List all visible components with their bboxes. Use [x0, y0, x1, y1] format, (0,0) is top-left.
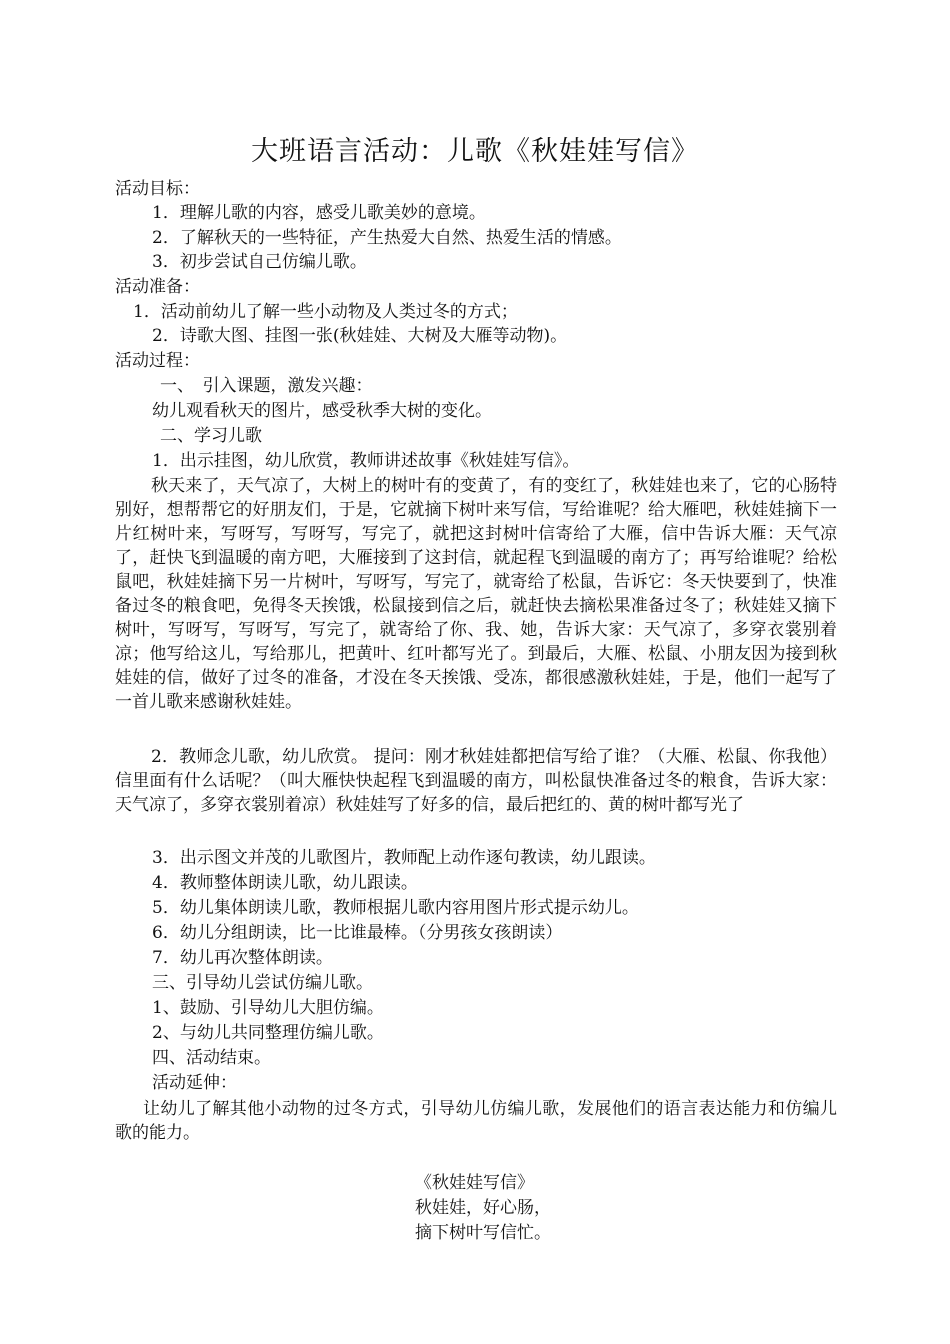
goals-heading: 活动目标： [115, 179, 200, 199]
step2-item: 7．幼儿再次整体朗读。 [152, 948, 333, 968]
step2-item: 5．幼儿集体朗读儿歌，教师根据儿歌内容用图片形式提示幼儿。 [152, 898, 639, 918]
step2-item: 3．出示图文并茂的儿歌图片，教师配上动作逐句教读，幼儿跟读。 [152, 848, 656, 868]
poem-title: 《秋娃娃写信》 [415, 1173, 534, 1193]
story-paragraph: 秋天来了，天气凉了，大树上的树叶有的变黄了，有的变红了，秋娃娃也来了，它的心肠特别好，想帮帮它的好朋友们，于是，它就摘下树叶来写信，写给谁呢？给大雁吧，秋娃娃摘下一片红树叶来，写呀写，写呀写，写完了，就把这封树叶信寄给了大雁，信中告诉大雁：天气凉了，赶快飞到温暖的南方吧，大雁接到了这封信，就起程飞到温暖的南方了；再写给谁呢？给松鼠吧，秋娃娃摘下另一片树叶，写呀写，写完了，就寄给了松鼠，告诉它：冬天快要到了，快准备过冬的粮食吧，免得冬天挨饿，松鼠接到信之后，就赶快去摘松果准备过冬了；秋娃娃又摘下树叶，写呀写，写呀写，写完了，就寄给了你、我、她，告诉大家：天气凉了，多穿衣裳别着凉；他写给这儿，写给那儿，把黄叶、红叶都写光了。到最后，大雁、松鼠、小朋友因为接到秋娃娃的信，做好了过冬的准备，才没在冬天挨饿、受冻，都很感激秋娃娃，于是，他们一起写了一首儿歌来感谢秋娃娃。 [115, 476, 837, 712]
step1-text: 幼儿观看秋天的图片，感受秋季大树的变化。 [152, 401, 492, 421]
poem-line: 摘下树叶写信忙。 [415, 1223, 551, 1243]
document-title: 大班语言活动：儿歌《秋娃娃写信》 [251, 136, 699, 167]
step4-title: 四、活动结束。 [152, 1048, 271, 1068]
extension-paragraph: 让幼儿了解其他小动物的过冬方式，引导幼儿仿编儿歌，发展他们的语言表达能力和仿编儿歌的能力。 [115, 1099, 837, 1143]
step3-item: 2、与幼儿共同整理仿编儿歌。 [152, 1023, 384, 1043]
prep-item: 2．诗歌大图、挂图一张(秋娃娃、大树及大雁等动物)。 [152, 326, 568, 346]
step2-item: 6．幼儿分组朗读，比一比谁最棒。（分男孩女孩朗读） [152, 923, 563, 943]
process-heading: 活动过程： [115, 351, 200, 371]
step2-item: 4．教师整体朗读儿歌，幼儿跟读。 [152, 873, 418, 893]
step3-title: 三、引导幼儿尝试仿编儿歌。 [152, 973, 373, 993]
extension-heading: 活动延伸： [152, 1073, 237, 1093]
goal-item: 1．理解儿歌的内容，感受儿歌美妙的意境。 [152, 203, 486, 223]
prep-item: 1．活动前幼儿了解一些小动物及人类过冬的方式； [133, 302, 518, 322]
goal-item: 3．初步尝试自己仿编儿歌。 [152, 252, 367, 272]
step2-item-2-paragraph: 2．教师念儿歌，幼儿欣赏。 提问：刚才秋娃娃都把信写给了谁？（大雁、松鼠、你我他）信里面有什么话呢？（叫大雁快快起程飞到温暖的南方，叫松鼠快准备过冬的粮食，告诉大家：天气凉了，多穿衣裳别着凉）秋娃娃写了好多的信，最后把红的、黄的树叶都写光了 [115, 747, 837, 815]
poem-line: 秋娃娃，好心肠， [415, 1198, 551, 1218]
prep-heading: 活动准备： [115, 277, 200, 297]
step1-title: 一、 引入课题，激发兴趣： [160, 376, 373, 396]
step3-item: 1、鼓励、引导幼儿大胆仿编。 [152, 998, 384, 1018]
goal-item: 2．了解秋天的一些特征，产生热爱大自然、热爱生活的情感。 [152, 228, 622, 248]
step2-title: 二、学习儿歌 [160, 426, 262, 446]
step2-item: 1．出示挂图，幼儿欣赏，教师讲述故事《秋娃娃写信》。 [152, 451, 580, 471]
